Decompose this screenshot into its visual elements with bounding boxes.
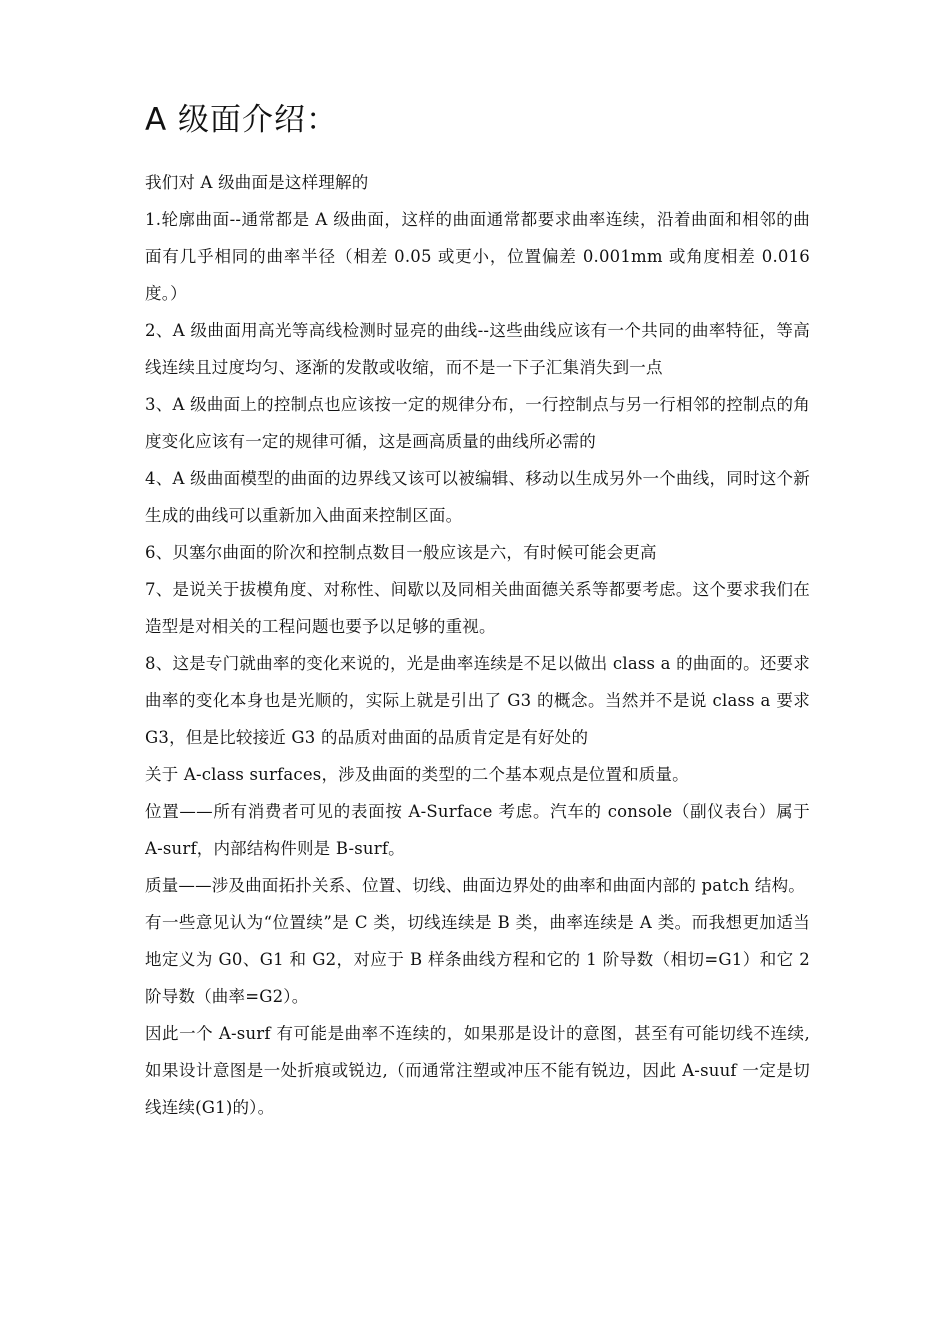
paragraph-item-4: 4、A 级曲面模型的曲面的边界线又该可以被编辑、移动以生成另外一个曲线，同时这个新生成的曲线可以重新加入曲面来控制区面。 <box>145 469 810 525</box>
paragraph-item-2: 2、A 级曲面用高光等高线检测时显亮的曲线--这些曲线应该有一个共同的曲率特征，等高线连续且过度均匀、逐渐的发散或收缩，而不是一下子汇集消失到一点 <box>145 321 810 377</box>
paragraph-item-3: 3、A 级曲面上的控制点也应该按一定的规律分布，一行控制点与另一行相邻的控制点的角度变化应该有一定的规律可循，这是画高质量的曲线所必需的 <box>145 395 810 451</box>
paragraph-position: 位置——所有消费者可见的表面按 A-Surface 考虑。汽车的 console（副仪表台）属于 A-surf，内部结构件则是 B-surf。 <box>145 802 810 858</box>
paragraph-item-6: 6、贝塞尔曲面的阶次和控制点数目一般应该是六，有时候可能会更高 <box>145 543 657 562</box>
paragraph-item-8: 8、这是专门就曲率的变化来说的，光是曲率连续是不足以做出 class a 的曲面的。还要求曲率的变化本身也是光顺的，实际上就是引出了 G3 的概念。当然并不是说 class a 要求 G3，但是比较接近 G3 的品质对曲面的品质肯定是有好处的 <box>145 654 810 747</box>
paragraph-item-7: 7、是说关于拔模角度、对称性、间歇以及同相关曲面德关系等都要考虑。这个要求我们在造型是对相关的工程问题也要予以足够的重视。 <box>145 580 810 636</box>
paragraph-intro: 我们对 A 级曲面是这样理解的 <box>145 173 369 192</box>
paragraph-quality: 质量——涉及曲面拓扑关系、位置、切线、曲面边界处的曲率和曲面内部的 patch 结构。 <box>145 876 805 895</box>
paragraph-a-class-surfaces: 关于 A-class surfaces，涉及曲面的类型的二个基本观点是位置和质量。 <box>145 765 689 784</box>
document-title: A 级面介绍： <box>145 102 339 138</box>
paragraph-conclusion: 因此一个 A-surf 有可能是曲率不连续的，如果那是设计的意图，甚至有可能切线不连续,如果设计意图是一处折痕或锐边,（而通常注塑或冲压不能有锐边，因此 A-suuf 一定是切线连续(G1)的）。 <box>145 1024 810 1117</box>
paragraph-item-1: 1.轮廓曲面--通常都是 A 级曲面，这样的曲面通常都要求曲率连续，沿着曲面和相邻的曲面有几乎相同的曲率半径（相差 0.05 或更小，位置偏差 0.001mm 或角度相差 0.016 度。） <box>145 210 810 303</box>
document-body <box>145 164 810 1126</box>
paragraph-continuity-classes: 有一些意见认为“位置续”是 C 类，切线连续是 B 类，曲率连续是 A 类。而我想更加适当地定义为 G0、G1 和 G2，对应于 B 样条曲线方程和它的 1 阶导数（相切=G1）和它 2 阶导数（曲率=G2）。 <box>145 913 810 1006</box>
